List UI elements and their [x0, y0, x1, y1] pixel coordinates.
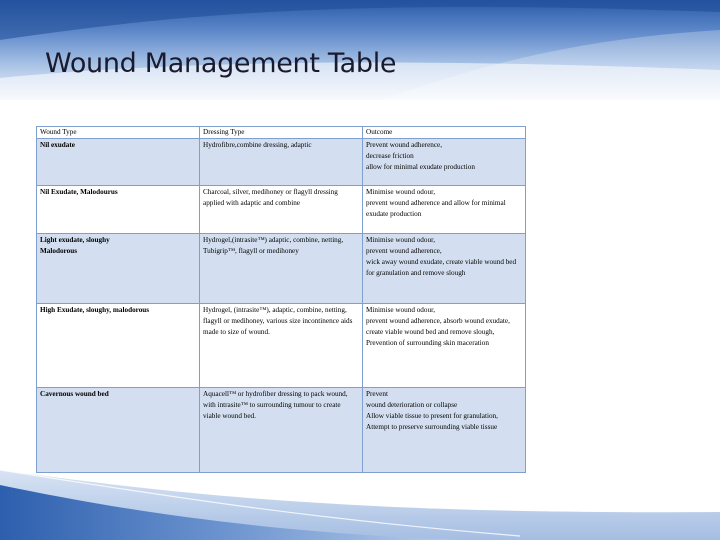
outcome-line: Minimise wound odour, [366, 188, 435, 196]
header-wound-type: Wound Type [37, 127, 200, 139]
outcome-line: Prevent [366, 390, 388, 398]
dressing-cell: Hydrogel,(intrasite™) adaptic, combine, netting, Tubigrip™, flagyll or medihoney [200, 234, 363, 304]
outcome-line: Minimise wound odour, [366, 306, 435, 314]
wound-type-text: Nil Exudate, Malodourus [40, 188, 118, 196]
dressing-cell: Charcoal, silver, medihoney or flagyll dressing applied with adaptic and combine [200, 186, 363, 234]
outcome-cell [363, 234, 526, 304]
table-row [37, 234, 526, 304]
table-row [37, 304, 526, 388]
wound-type-text: Nil exudate [40, 141, 75, 149]
outcome-line: Allow viable tissue to present for granulation, [366, 412, 498, 420]
outcome-line: Minimise wound odour, [366, 236, 435, 244]
table-row [37, 186, 526, 234]
outcome-line: Attempt to preserve surrounding viable tissue [366, 423, 498, 431]
header-outcome: Outcome [363, 127, 526, 139]
wound-management-table [36, 126, 526, 473]
wound-type-cell [37, 186, 200, 234]
dressing-cell: Aquacell™ or hydrofiber dressing to pack wound, with intrasite™ to surrounding tumour to create viable wound bed. [200, 388, 363, 473]
dressing-cell: Hydrofibre,combine dressing, adaptic [200, 139, 363, 186]
outcome-line: wound deterioration or collapse [366, 401, 458, 409]
table-row [37, 139, 526, 186]
outcome-line: prevent wound adherence and allow for minimal exudate production [366, 199, 506, 218]
dressing-cell: Hydrogel, (intrasite™), adaptic, combine, netting, flagyll or medihoney, various size incontinence aids made to size of wound. [200, 304, 363, 388]
wound-type-text: Malodorous [40, 247, 78, 255]
slide-title: Wound Management Table [45, 48, 397, 79]
outcome-line: create viable wound bed and remove slough, [366, 328, 495, 336]
outcome-line: prevent wound adherence, [366, 247, 442, 255]
wound-type-cell [37, 388, 200, 473]
outcome-cell [363, 186, 526, 234]
wound-type-cell [37, 234, 200, 304]
outcome-cell [363, 388, 526, 473]
outcome-line: allow for minimal exudate production [366, 163, 475, 171]
outcome-line: prevent wound adherence, absorb wound exudate, [366, 317, 510, 325]
outcome-cell [363, 139, 526, 186]
outcome-line: decrease friction [366, 152, 414, 160]
wound-type-cell [37, 139, 200, 186]
wound-type-cell [37, 304, 200, 388]
outcome-cell [363, 304, 526, 388]
table-row [37, 388, 526, 473]
outcome-line: Prevent wound adherence, [366, 141, 443, 149]
outcome-line: wick away wound exudate, create viable wound bed for granulation and remove slough [366, 258, 517, 277]
table-header-row [37, 127, 526, 139]
header-dressing-type: Dressing Type [200, 127, 363, 139]
wound-type-text: Cavernous wound bed [40, 390, 109, 398]
wound-type-text: Light exudate, sloughy [40, 236, 110, 244]
wound-type-text: High Exudate, sloughy, malodorous [40, 306, 150, 314]
outcome-line: Prevention of surrounding skin maceration [366, 339, 489, 347]
